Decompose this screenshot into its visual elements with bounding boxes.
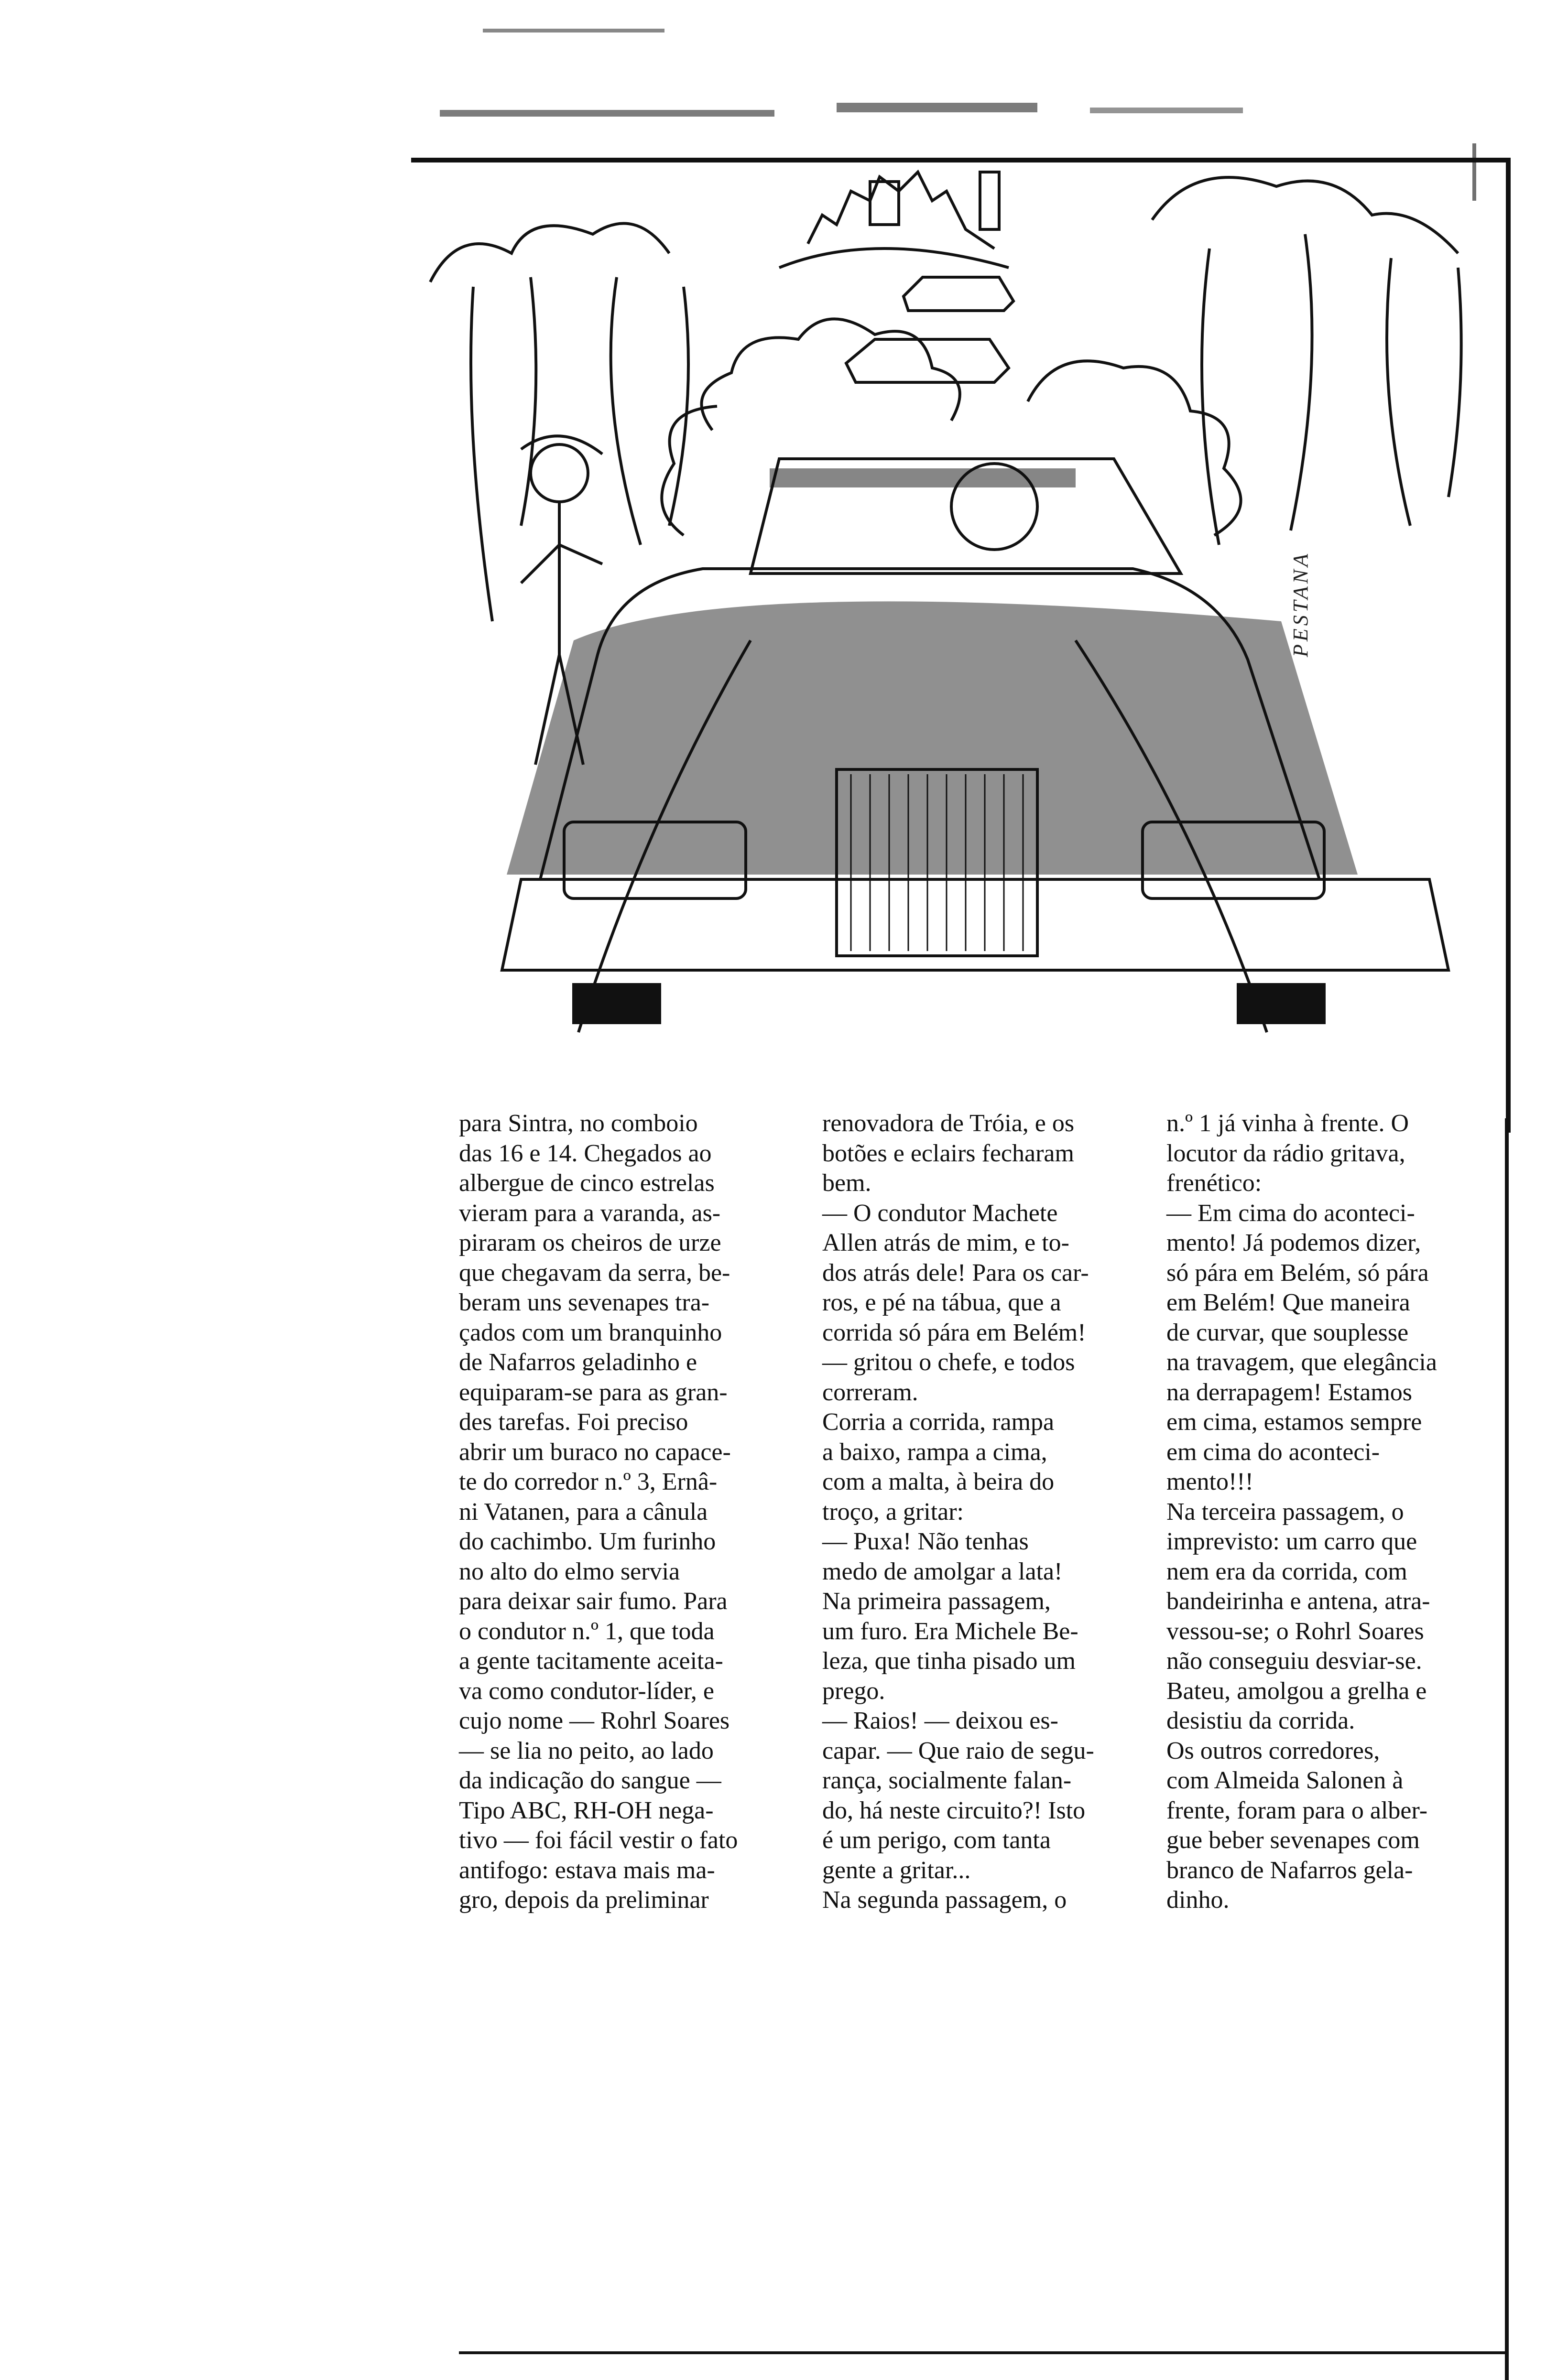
article-line: locutor da rádio gritava, — [1166, 1139, 1405, 1167]
print-noise — [1090, 108, 1243, 113]
article-line: o condutor n.º 1, que toda — [459, 1617, 715, 1645]
article-line: cujo nome — Rohrl Soares — [459, 1707, 730, 1734]
article-line: — Raios! — deixou es- — [822, 1707, 1058, 1734]
article-line: medo de amolgar a lata! — [822, 1558, 1063, 1585]
illustrator-signature: PESTANA — [1289, 551, 1312, 657]
article-line: prego. — [822, 1677, 885, 1705]
article-line: da indicação do sangue — — [459, 1767, 721, 1794]
article-line: dinho. — [1166, 1886, 1230, 1914]
article-line: um furo. Era Michele Be- — [822, 1617, 1078, 1645]
article-line: nem era da corrida, com — [1166, 1558, 1407, 1585]
article-line: rança, socialmente falan- — [822, 1767, 1072, 1794]
article-line: botões e eclairs fecharam — [822, 1139, 1074, 1167]
article-line: na derrapagem! Estamos — [1166, 1378, 1413, 1406]
article-line: Na primeira passagem, — [822, 1588, 1051, 1615]
article-line: — Puxa! Não tenhas — [822, 1528, 1029, 1555]
article-line: equiparam-se para as gran- — [459, 1378, 728, 1406]
article-line: na travagem, que elegância — [1166, 1349, 1437, 1376]
article-line: mento! Já podemos dizer, — [1166, 1229, 1421, 1256]
article-line: Na segunda passagem, o — [822, 1886, 1067, 1914]
article-line: frenético: — [1166, 1169, 1262, 1197]
article-line: para deixar sair fumo. Para — [459, 1588, 728, 1615]
article-line: a baixo, rampa a cima, — [822, 1438, 1047, 1466]
bottom-rule — [459, 2351, 1508, 2354]
article-line: frente, foram para o alber- — [1166, 1796, 1428, 1824]
article-line: de curvar, que souplesse — [1166, 1319, 1409, 1346]
article-line: leza, que tinha pisado um — [822, 1647, 1076, 1675]
article-line: só pára em Belém, só pára — [1166, 1259, 1429, 1287]
article-line: çados com um branquinho — [459, 1319, 722, 1346]
article-text — [459, 1109, 1525, 2342]
article-column-3 — [1166, 1109, 1496, 1915]
article-line: — se lia no peito, ao lado — [459, 1737, 714, 1764]
article-line: n.º 1 já vinha à frente. O — [1166, 1110, 1409, 1137]
article-line: do cachimbo. Um furinho — [459, 1528, 716, 1555]
article-line: para Sintra, no comboio — [459, 1110, 698, 1137]
article-line: beram uns sevenapes tra- — [459, 1289, 710, 1316]
article-line: tivo — foi fácil vestir o fato — [459, 1827, 738, 1854]
article-line: troço, a gritar: — [822, 1498, 964, 1525]
article-line: des tarefas. Foi preciso — [459, 1408, 688, 1436]
article-line: com a malta, à beira do — [822, 1468, 1055, 1495]
article-line: a gente tacitamente aceita- — [459, 1647, 723, 1675]
article-line: Os outros corredores, — [1166, 1737, 1380, 1764]
article-line: em cima, estamos sempre — [1166, 1408, 1422, 1436]
article-line: das 16 e 14. Chegados ao — [459, 1139, 712, 1167]
article-line: — gritou o chefe, e todos — [822, 1349, 1075, 1376]
article-line: mento!!! — [1166, 1468, 1253, 1495]
article-line: vessou-se; o Rohrl Soares — [1166, 1617, 1424, 1645]
article-line: Na terceira passagem, o — [1166, 1498, 1404, 1525]
article-column-2 — [822, 1109, 1152, 1915]
article-line: não conseguiu desviar-se. — [1166, 1647, 1422, 1675]
article-line: capar. — Que raio de segu- — [822, 1737, 1094, 1764]
article-line: que chegavam da serra, be- — [459, 1259, 730, 1287]
article-line: gue beber sevenapes com — [1166, 1827, 1420, 1854]
article-line: — Em cima do aconteci- — [1166, 1199, 1415, 1227]
article-line: desistiu da corrida. — [1166, 1707, 1355, 1734]
article-line: va como condutor-líder, e — [459, 1677, 715, 1705]
article-line: bandeirinha e antena, atra- — [1166, 1588, 1430, 1615]
article-line: Tipo ABC, RH-OH nega- — [459, 1796, 714, 1824]
article-line: Allen atrás de mim, e to- — [822, 1229, 1069, 1256]
article-line: é um perigo, com tanta — [822, 1827, 1051, 1854]
article-line: antifogo: estava mais ma- — [459, 1856, 715, 1884]
article-line: de Nafarros geladinho e — [459, 1349, 697, 1376]
article-line: imprevisto: um carro que — [1166, 1528, 1417, 1555]
article-line: piraram os cheiros de urze — [459, 1229, 721, 1256]
article-line: Bateu, amolgou a grelha e — [1166, 1677, 1427, 1705]
article-line: em cima do aconteci- — [1166, 1438, 1380, 1466]
article-line: Corria a corrida, rampa — [822, 1408, 1055, 1436]
print-noise — [483, 29, 664, 32]
print-noise — [837, 103, 1037, 112]
article-line: no alto do elmo servia — [459, 1558, 680, 1585]
article-line: ni Vatanen, para a cânula — [459, 1498, 708, 1525]
article-line: vieram para a varanda, as- — [459, 1199, 721, 1227]
article-line: correram. — [822, 1378, 918, 1406]
article-line: dos atrás dele! Para os car- — [822, 1259, 1089, 1287]
article-line: ros, e pé na tábua, que a — [822, 1289, 1061, 1316]
print-noise — [440, 110, 774, 117]
article-line: corrida só pára em Belém! — [822, 1319, 1086, 1346]
article-line: em Belém! Que maneira — [1166, 1289, 1410, 1316]
article-line: gro, depois da preliminar — [459, 1886, 709, 1914]
article-line: — O condutor Machete — [822, 1199, 1058, 1227]
article-column-1 — [459, 1109, 789, 1915]
article-line: do, há neste circuito?! Isto — [822, 1796, 1086, 1824]
article-line: gente a gritar... — [822, 1856, 971, 1884]
article-line: com Almeida Salonen à — [1166, 1767, 1404, 1794]
article-line: bem. — [822, 1169, 871, 1197]
article-line: te do corredor n.º 3, Ernâ- — [459, 1468, 718, 1495]
article-line: renovadora de Tróia, e os — [822, 1110, 1075, 1137]
article-line: branco de Nafarros gela- — [1166, 1856, 1413, 1884]
article-line: abrir um buraco no capace- — [459, 1438, 731, 1466]
article-line: albergue de cinco estrelas — [459, 1169, 715, 1197]
